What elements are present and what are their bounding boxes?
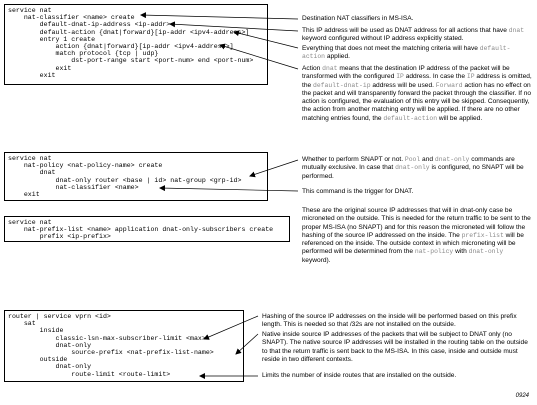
annotation-text: and	[420, 156, 435, 163]
code-keyword: default-dnat-ip	[313, 81, 371, 89]
arrow-action-dnat	[220, 45, 298, 69]
annotation-text: keyword configured without IP address explicitly stated.	[302, 35, 464, 43]
code-keyword: dnat-only	[434, 156, 470, 163]
code-keyword: dnat	[322, 65, 338, 72]
arrow-nat-classifier-ref	[160, 188, 298, 191]
code-block-router-sat: router | service vprn <id> sat inside classic-lsn-max-subscriber-limit <max> dnat-only source-prefix <nat-prefix-list-name> outside dnat-only route-limit <route-limit>	[8, 313, 214, 378]
code-keyword: default-action	[383, 114, 438, 122]
arrow-classic-lsn	[204, 316, 258, 339]
code-keyword: IP	[396, 73, 404, 81]
annotation-text: keyword).	[302, 256, 331, 264]
annotation-text: address. In case the	[403, 73, 467, 81]
code-keyword: Forward	[435, 81, 463, 89]
annotation-text: Everything that does not meet the matching criteria will have	[302, 45, 480, 52]
annotation-text: action has no effect on the packet and will transparently forward the packet through the classifier. If no action is configured, the evaluation of this entry will be skipped. Consequently, the action from another matching entry will be applied. If there are no other matching entries found, the	[302, 81, 532, 122]
code-keyword: dnat-only	[468, 248, 504, 256]
annotation-text: means that the destination IP address of the packet will be transformed with the configured	[302, 65, 510, 81]
code-keyword: nat-policy	[414, 248, 454, 256]
annotation-text: address is omitted, the	[302, 73, 532, 89]
code-block-dnat-classifier: service nat nat-classifier <name> create default-dnat-ip-address <ip-addr> default-action {dnat|forward}[ip-addr <ipv4-address>] entry 1 create action {dnat|forward}[ip-addr <ipv4-address>] match protocol {tcp | udp} dst-port-range start <port-num> end <port-num> exit exit	[8, 7, 254, 79]
code-block-nat-policy: service nat nat-policy <nat-policy-name> create dnat dnat-only router <base | id> nat-group <grp-id> nat-classifier <name> exit	[8, 155, 242, 199]
arrow-default-action	[234, 32, 298, 48]
annotation-text: Action	[302, 65, 323, 72]
annotation-text: with	[453, 248, 469, 256]
annotation-text: Destination NAT classifiers in MS-ISA.	[302, 15, 414, 22]
annotation-text: is configured, no SNAPT will be performed.	[302, 164, 524, 180]
annotation-text: Limits the number of inside routes that are installed on the outside.	[262, 372, 457, 379]
arrow-nat-classifier	[141, 15, 298, 19]
annotation-text: This IP address will be used as DNAT address for all actions that have	[302, 27, 509, 34]
code-block-nat-prefix-list: service nat nat-prefix-list <name> application dnat-only-subscribers create prefix <ip-prefix>	[8, 219, 274, 241]
annotation-text: address will be used.	[370, 81, 436, 89]
code-keyword: Pool	[404, 156, 421, 163]
code-keyword: IP	[466, 73, 475, 81]
annotation-text: Whether to perform SNAPT or not.	[302, 156, 405, 163]
annotation-text: will be referenced on the inside. The outside context in which microneting will be performed will be determined from the	[302, 231, 524, 256]
code-keyword: dnat-only	[395, 164, 430, 172]
annotation-text: These are the original source IP addresses that will in dnat-only case be microneted on the outside. This is needed for the return traffic to be sent to the proper MS-ISA (no SNAPT) and for this reason the microneted will follow the hashing of the source IP addressed on the inside. The	[302, 207, 531, 239]
code-keyword: default-action	[302, 45, 511, 61]
annotation-text: commands are mutually exclusive. In case that	[302, 156, 515, 172]
annotation-text: will be applied.	[437, 114, 483, 122]
arrow-dnat-only	[250, 160, 298, 176]
annotation-text: This command is the trigger for DNAT.	[302, 188, 414, 195]
code-keyword: dnat	[508, 27, 525, 34]
annotation-text: applied.	[325, 53, 350, 61]
arrow-default-dnat-ip	[170, 24, 298, 31]
annotation-text: Native inside source IP addresses of the packets that will be subject to DNAT only (no SNAPT). The native source IP addresses will be installed in the routing table on the outside to that the return traffic is sent back to the MS-ISA. In this case, inside and outside must reside in two different contexts.	[262, 331, 528, 363]
code-keyword: prefix-list	[461, 231, 504, 239]
annotation-text: Hashing of the source IP addresses on the inside will be performed based on this prefix length. This is needed so that /32s are not installed on the outside.	[262, 313, 517, 329]
arrow-source-prefix	[236, 334, 258, 354]
figure-id: 0924	[515, 393, 529, 399]
